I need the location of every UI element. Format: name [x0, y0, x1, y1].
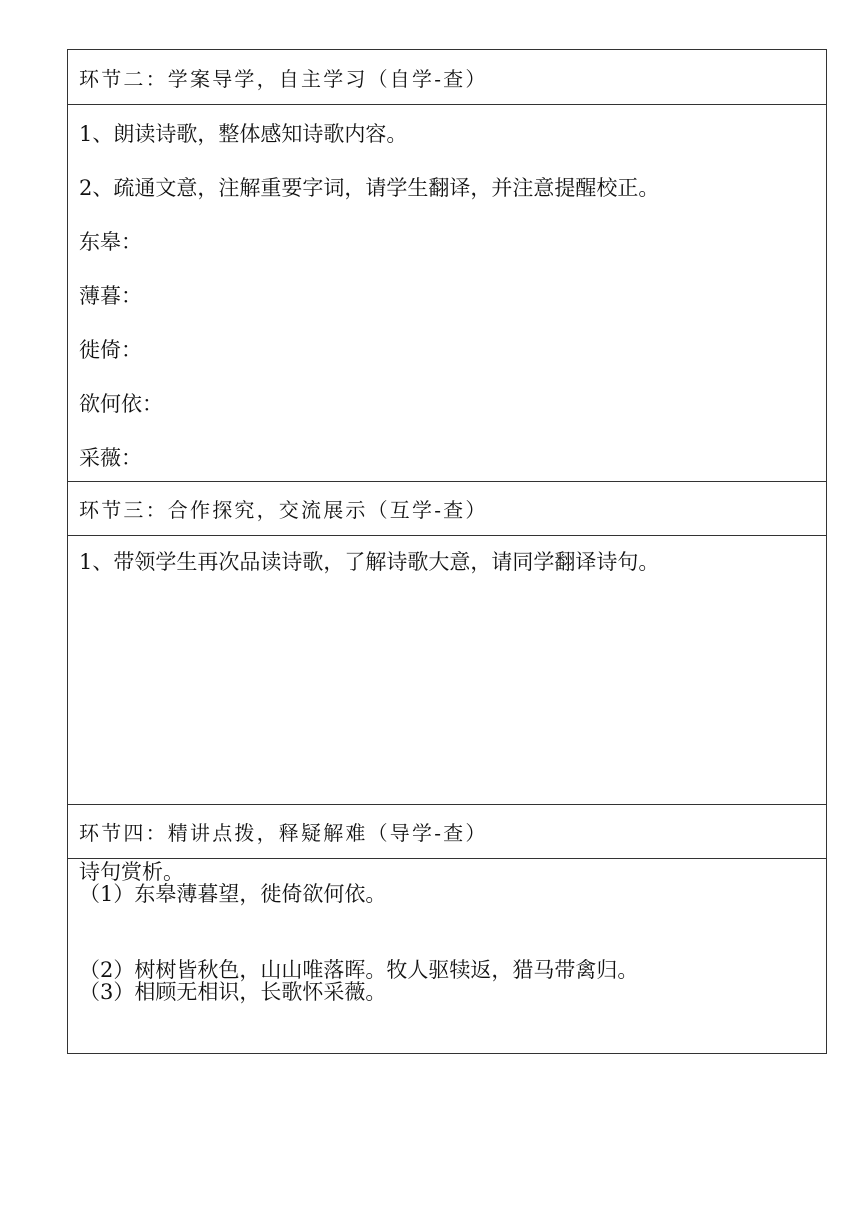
- section2-content: [68, 104, 826, 481]
- section2-line-2: 2、疏通文意，注解重要字词，请学生翻译，并注意提醒校正。: [79, 176, 660, 200]
- term-donggao: 东皋：: [79, 230, 142, 254]
- section4-content: [68, 858, 826, 1053]
- section2-header: [68, 50, 826, 104]
- poem-line-2: （2）树树皆秋色，山山唯落晖。牧人驱犊返，猎马带禽归。: [79, 958, 639, 982]
- section4-header-text: 环节四：精讲点拨，释疑解难（导学-查）: [79, 821, 488, 845]
- section4-header: [68, 804, 826, 858]
- section2-header-text: 环节二：学案导学，自主学习（自学-查）: [79, 66, 488, 91]
- section2-line-1: 1、朗读诗歌，整体感知诗歌内容。: [79, 122, 408, 146]
- section3-header: [68, 481, 826, 535]
- term-yuheyi: 欲何依：: [79, 392, 163, 416]
- poem-line-3: （3）相顾无相识，长歌怀采薇。: [79, 980, 387, 1004]
- section3-header-text: 环节三：合作探究，交流展示（互学-查）: [79, 498, 488, 522]
- poem-line-1: （1）东皋薄暮望，徙倚欲何依。: [79, 882, 387, 906]
- section3-content: [68, 535, 826, 804]
- term-caiwei: 采薇：: [79, 446, 142, 470]
- answer-space: [79, 905, 818, 959]
- section4-intro: 诗句赏析。: [79, 860, 184, 884]
- term-bomu: 薄暮：: [79, 284, 142, 308]
- lesson-plan-table: [67, 49, 827, 1054]
- section3-line-1: 1、带领学生再次品读诗歌，了解诗歌大意，请同学翻译诗句。: [79, 550, 660, 574]
- term-xiyi: 徙倚：: [79, 338, 142, 362]
